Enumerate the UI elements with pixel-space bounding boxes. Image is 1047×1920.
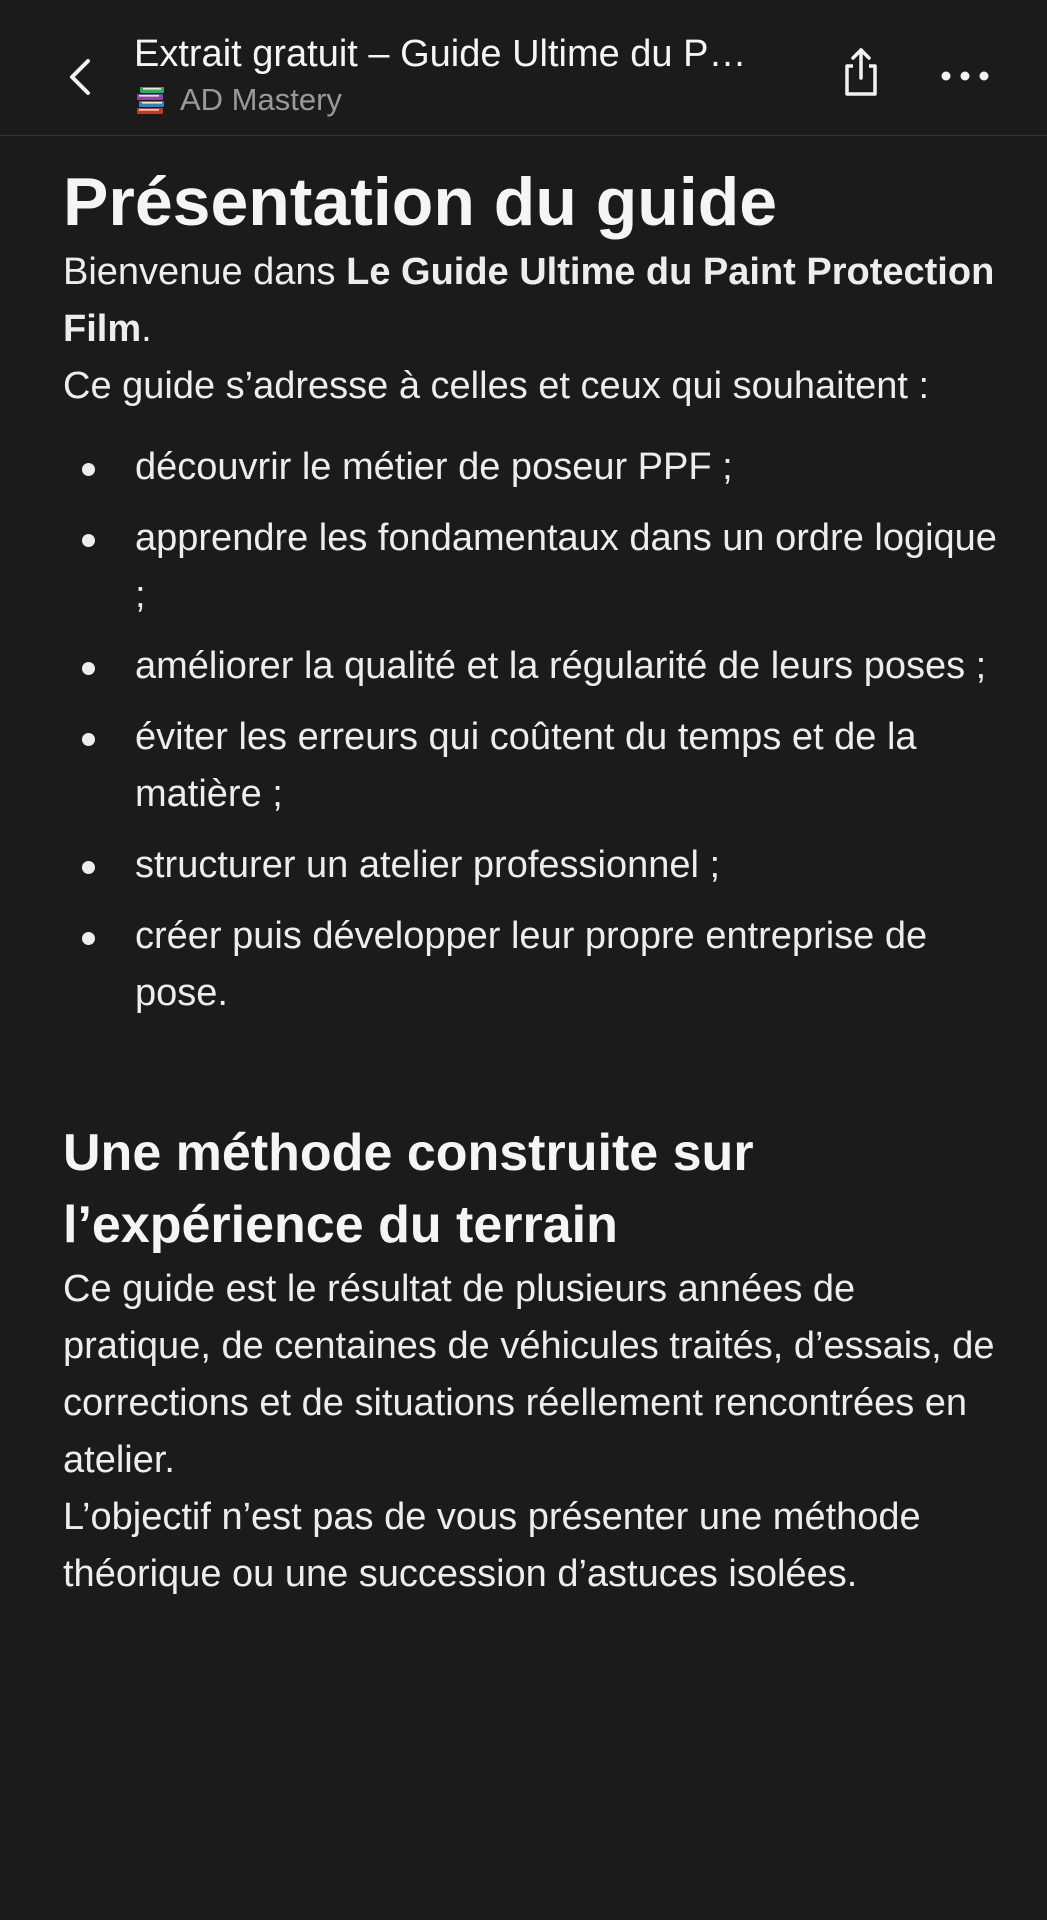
books-icon	[134, 83, 168, 117]
document-title: Extrait gratuit – Guide Ultime du P…	[134, 33, 747, 75]
title-block	[134, 30, 804, 120]
list-item-text: créer puis développer leur propre entreprise de pose.	[135, 915, 928, 1014]
more-options-button[interactable]	[940, 56, 990, 96]
list-item	[63, 439, 1003, 496]
audience-list	[63, 439, 1003, 1022]
list-item-text: améliorer la qualité et la régularité de leurs poses ;	[135, 645, 987, 687]
document-body	[63, 136, 1003, 1603]
list-item-text: découvrir le métier de poseur PPF ;	[135, 446, 733, 488]
bullet-dot	[82, 534, 95, 547]
bullet-dot	[82, 861, 95, 874]
list-item	[63, 837, 1003, 894]
share-icon	[836, 44, 886, 100]
more-horizontal-icon	[940, 56, 990, 96]
workspace-breadcrumb[interactable]	[134, 80, 804, 120]
bullet-dot	[82, 662, 95, 675]
section-heading: Une méthode construite sur l’expérience du terrain	[63, 1124, 754, 1254]
bullet-dot	[82, 733, 95, 746]
list-item	[63, 638, 1003, 695]
list-item-text: éviter les erreurs qui coûtent du temps et de la matière ;	[135, 716, 917, 815]
top-bar	[0, 0, 1047, 136]
bullet-dot	[82, 463, 95, 476]
intro-bold-title: Le Guide Ultime du Paint Protection Film	[63, 251, 995, 350]
workspace-name: AD Mastery	[180, 82, 342, 117]
list-item-text: apprendre les fondamentaux dans un ordre logique ;	[135, 517, 997, 616]
intro-prefix: Bienvenue dans	[63, 251, 347, 293]
bullet-dot	[82, 932, 95, 945]
list-item-text: structurer un atelier professionnel ;	[135, 844, 721, 886]
list-item	[63, 709, 1003, 823]
intro-paragraph	[63, 244, 1003, 358]
body-paragraph: L’objectif n’est pas de vous présenter une méthode théorique ou une succession d’astuces isolées.	[63, 1496, 921, 1595]
list-item	[63, 510, 1003, 624]
body-paragraph: Ce guide est le résultat de plusieurs années de pratique, de centaines de véhicules traités, d’essais, de corrections et de situations réellement rencontrées en atelier.	[63, 1268, 995, 1481]
intro-suffix: .	[141, 308, 152, 350]
page-heading: Présentation du guide	[63, 164, 778, 240]
chevron-left-icon	[67, 57, 93, 97]
share-button[interactable]	[836, 44, 886, 100]
list-item	[63, 908, 1003, 1022]
audience-paragraph: Ce guide s’adresse à celles et ceux qui souhaitent :	[63, 365, 930, 407]
back-button[interactable]	[58, 50, 102, 104]
